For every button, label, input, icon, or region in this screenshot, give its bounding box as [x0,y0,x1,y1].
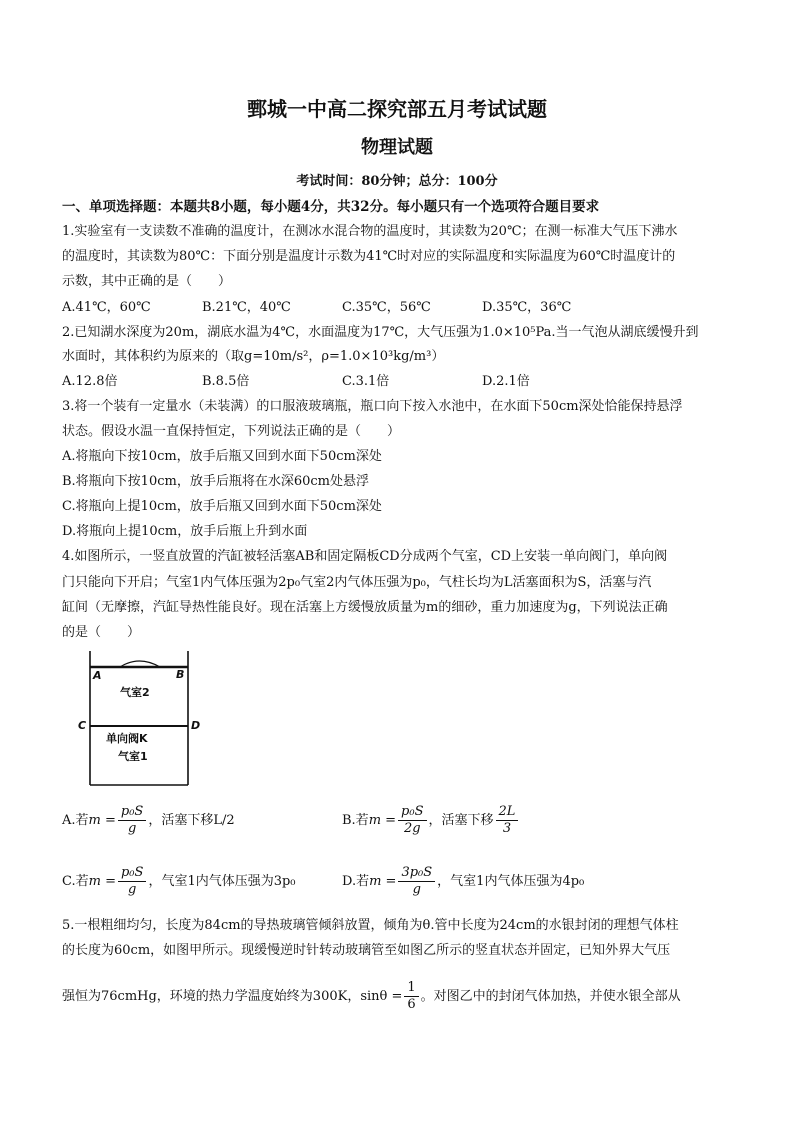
q4-line1: 4.如图所示，一竖直放置的汽缸被轻活塞AB和固定隔板CD分成两个气室，CD上安装一单向阀门，单向阀 [62,549,668,564]
cylinder-diagram [84,651,204,787]
q4-line2: 门只能向下开启；气室1内气体压强为2p₀气室2内气体压强为p₀，气柱长均为L活塞面积为S，活塞与汽 [62,575,652,590]
q3-option-b: B.将瓶向下按10cm，放手后瓶将在水深60cm处悬浮 [62,474,369,489]
valve-label: 单向阀K [106,732,148,745]
q1-line3: 示数，其中正确的是（ ） [62,274,232,289]
q5-line3: 强恒为76cmHg，环境的热力学温度始终为300K，sinθ = $\frac{1}{6}$ 。对图乙中的封闭气体加热，并使水银全部从 [62,980,681,1012]
q3-option-d: D.将瓶向上提10cm，放手后瓶上升到水面 [62,524,308,539]
label-c-outer: C [78,719,87,732]
label-a: A [93,669,102,682]
q3-option-c: C.将瓶向上提10cm，放手后瓶又回到水面下50cm深处 [62,499,382,514]
q5-line1: 5.一根粗细均匀，长度为84cm的导热玻璃管倾斜放置，倾角为θ.管中长度为24cm的水银封闭的理想气体柱 [62,918,679,933]
q2-line2: 水面时，其体积约为原来的（取g=10m/s²，ρ=1.0×10³kg/m³） [62,349,445,364]
label-d: D [191,719,201,732]
label-b: B [176,668,185,681]
q1-option-d: D.35℃，36℃ [482,300,572,315]
exam-info: 考试时间：80分钟；总分：100分 [296,174,498,189]
q1-option-b: B.21℃，40℃ [202,300,291,315]
q4-option-d: D.若m = $\frac{\text{3p₀S}}{g}$ ，气室1内气体压强为4p₀ [342,865,585,897]
q4-option-a: A.若m = $\frac{\text{p₀S}}{g}$ ，活塞下移L/2 [62,804,235,836]
q3-line1: 3.将一个装有一定量水（未装满）的口服液玻璃瓶，瓶口向下按入水池中，在水面下50cm深处恰能保持悬浮 [62,399,683,414]
chamber1-label: 气室1 [118,750,148,763]
q4-line3: 缸间（无摩擦，汽缸导热性能良好。现在活塞上方缓慢放质量为m的细砂，重力加速度为g，下列说法正确 [62,600,668,615]
q2-option-a: A.12.8倍 [62,374,118,389]
q1-option-a: A.41℃，60℃ [62,300,151,315]
q2-line1: 2.已知湖水深度为20m，湖底水温为4℃，水面温度为17℃，大气压强为1.0×10⁵Pa.当一气泡从湖底缓慢升到 [62,325,699,340]
chamber2-label: 气室2 [120,686,150,699]
q1-line2: 的温度时，其读数为80℃：下面分别是温度计示数为41℃时对应的实际温度和实际温度为60℃时温度计的 [62,249,676,264]
q1-option-c: C.35℃，56℃ [342,300,431,315]
q3-line2: 状态。假设水温一直保持恒定，下列说法正确的是（ ） [62,424,401,439]
section1-heading: 一、单项选择题：本题共8小题，每小题4分，共32分。每小题只有一个选项符合题目要求 [62,199,600,215]
q3-option-a: A.将瓶向下按10cm，放手后瓶又回到水面下50cm深处 [62,449,382,464]
q2-option-d: D.2.1倍 [482,374,530,389]
q1-line1: 1.实验室有一支读数不准确的温度计，在测冰水混合物的温度时，其读数为20℃；在测一标准大气压下沸水 [62,224,678,239]
q2-option-c: C.3.1倍 [342,374,390,389]
q5-line2: 的长度为60cm，如图甲所示。现缓慢逆时针转动玻璃管至如图乙所示的竖直状态并固定，已知外界大气压 [62,943,671,958]
q4-option-c: C.若m = $\frac{\text{p₀S}}{g}$ ，气室1内气体压强为3p₀ [62,865,296,897]
q2-option-b: B.8.5倍 [202,374,250,389]
q4-option-b: B.若m = $\frac{\text{p₀S}}{2g}$ ，活塞下移 $\frac{2L}{3}$ [342,803,520,839]
subject-title: 物理试题 [361,137,433,158]
school-title: 鄄城一中高二探究部五月考试试题 [247,97,547,121]
q4-line4: 的是（ ） [62,625,141,640]
